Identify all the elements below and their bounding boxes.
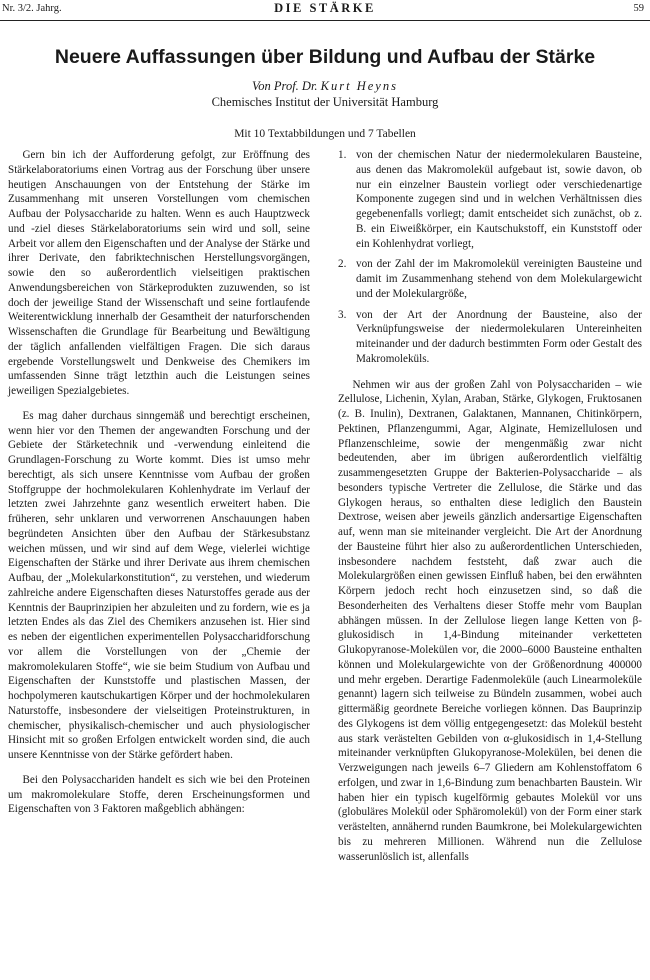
list-item xyxy=(338,257,642,301)
list-number: 2. xyxy=(338,258,347,271)
list-text: von der Zahl der im Makromolekül vereinigten Bausteine und damit im Zusammenhang stehend von dem Molekulargewicht und der Molekulargröße, xyxy=(356,258,642,300)
list-number: 3. xyxy=(338,308,347,321)
left-column xyxy=(8,148,310,827)
list-text: von der Art der Anordnung der Bausteine, also der Verknüpfungsweise der niedermolekularen Untereinheiten miteinander und der dadurch bestimmten Form oder Gestalt des Makromoleküls. xyxy=(356,308,642,365)
paragraph: Gern bin ich der Aufforderung gefolgt, zur Eröffnung des Stärkelaboratoriums einen Vortrag aus der Forschung über unsere heutigen Anschauungen von der Entstehung der Stärke im Zusammenhang mit unseren Vorstellungen vom chemischen Aufbau der Polysaccharide zu halten. Wenn es auch Hauptzweck und -ziel dieses Stärkelaboratoriums sein wird und soll, seine Arbeit vor allem den Eigenschaften und der Analyse der Stärke und ihrer Derivate, den fabriktechnischen Herstellungsvorgängen, sowie den so außerordentlich vielseitigen praktischen Anwendungsbereichen von Stärkeprodukten zuzuwenden, so ist doch der jeweilige Stand der Wissenschaft und seine fortlaufende Weiterentwicklung innerhalb der Gesamtheit der naturforschenden Wissenschaften die Grundlage für Bearbeitung und Bewältigung der täglich anfallenden vielfältigen Fragen. Die sich daraus ergebende Vorstellungswelt und Denkweise des Chemikers im umfassenden Sinne trägt letzthin auch die Leistungen seines jeweiligen Spezialgebietes. xyxy=(8,149,310,397)
figures-note: Mit 10 Textabbildungen und 7 Tabellen xyxy=(234,128,416,140)
author-institute: Chemisches Institut der Universität Hamburg xyxy=(211,95,439,109)
article-title: Neuere Auffassungen über Bildung und Aufbau der Stärke xyxy=(54,46,596,68)
page-number: 59 xyxy=(633,3,644,14)
running-head xyxy=(0,0,650,21)
list-item xyxy=(338,308,642,367)
right-column xyxy=(338,148,642,874)
paragraph: Nehmen wir aus der großen Zahl von Polysacchariden – wie Zellulose, Lichenin, Xylan, Araban, Stärke, Glykogen, Fruktosanen (z. B. Inulin), Dextranen, Galaktanen, Mannanen, Chitinkörpern, Pektinen, Pflanzengummi, Agar, Alginate, Hemizellulosen und Pflanzenschleime, sowie der mengenmäßig zwar nicht bedeutenden, aber im übrigen außerordentlich vielfältig zusammengesetzten Gruppe der Bakterien-Polysaccharide – als besonders typische Vertreter die Zellulose, die Stärke und das Glykogen heraus, so enthalten diese lediglich den Baustein Dextrose, weisen aber jeweils gänzlich andersartige Eigenschaften auf, wenn man sie miteinander vergleicht. Die Art der Anordnung der Bausteine führt hier also zu außerordentlichen Unterschieden, insbesondere nachdem feststeht, daß zwar auch die Molekulargrößen einen gewissen Einfluß haben, bei den erwähnten Körpern jedoch recht hoch einzusetzen sind, so daß die Besonderheiten des Verhaltens dieser Stoffe mehr vom Bauplan abhängen müssen. In der Zellulose liegen lange Ketten von β-glukosidisch in 1,4-Bindung miteinander verketteten Glukopyranose-Molekülen vor, die 2000–6000 Bausteine enthalten können und Molekulargewichte von der Größenordnung 400000 und mehr ergeben. Derartige Fadenmoleküle (auch Linearmoleküle genannt) lagern sich teilweise zu Bündeln zusammen, wobei auch gittermäßig geordnete Bereiche vorliegen können. Das Bauprinzip des Glykogens ist dem völlig entgegengesetzt: das Molekül besteht aus stark verästelten Gebilden von α-glukosidisch in 1,4-Stellung miteinander verknüpften Glukopyranose-Molekülen, bei denen die Verzweigungen nach jeweils 6–7 Gliedern am Kohlenstoffatom 6 erfolgen, und zwar in 1,6-Bindung zum benachbarten Baustein. Wir haben hier ein typisch kugelförmig gebautes Molekül vor uns (globuläres Molekül oder Sphäromolekül) von der Form einer stark verästelten, annähernd runden Baumkrone, bei Molekulargewichten bis zu mehreren Millionen. Während nun die Zellulose wasserunlöslich ist, allenfalls xyxy=(338,378,642,863)
author-line xyxy=(0,79,650,94)
title-block xyxy=(0,46,650,140)
list-item xyxy=(338,148,642,251)
paragraph: Bei den Polysacchariden handelt es sich wie bei den Proteinen um makromolekulare Stoffe, deren Erscheinungsformen und Eigenschaften von 3 Faktoren maßgeblich abhängen: xyxy=(8,773,310,816)
author-name: Kurt Heyns xyxy=(320,79,398,93)
author-prefix: Von Prof. Dr. xyxy=(252,79,318,93)
issue-label: Nr. 3/2. Jahrg. xyxy=(2,3,62,14)
list-number: 1. xyxy=(338,149,347,161)
paragraph: Es mag daher durchaus sinngemäß und berechtigt erscheinen, wenn hier vor den Themen der angewandten Forschung und der Gebiete der Stärketechnik und -verwendung einleitend die Grundlagen-Forschung zu Worte kommt. Dies ist umso mehr berechtigt, als sich unsere Kenntnisse vom Aufbau der großen Stoffgruppe der hochmolekularen Kohlenhydrate im Verlauf der letzten zwei Jahrzehnte ganz wesentlich erweitert haben. Die früheren, sehr unklaren und verworrenen Anschauungen haben begründeten Ansichten über den Aufbau der Stärkesubstanz weichen müssen, und wir sind auf dem Wege, vielerlei wichtige Eigenschaften der Stärke und ihrer Derivate aus ihrem chemischen Aufbau, der „Molekularkonstitution“, zu verstehen, und wiederum zahlreiche andere Eigenschaften dieses Naturstoffes gerade aus der Kenntnis der Bauprinzipien her abzuleiten und zu fordern, wie es ja letzten Endes als das Ziel des Chemikers anzusehen ist. Hier sind es neben der eigentlichen experimentellen Polysaccharidforschung vor allem die Vorstellungen von der „Chemie der makromolekularen Stoffe“, wie sie beim Studium von Aufbau und Eigenschaften der Kunststoffe und plastischen Massen, der hochpolymeren kautschukartigen Körper und der hochmolekularen Naturstoffe, insbesondere der vielseitigen Proteinstrukturen, in chemischer, physikalisch-chemischer und auch physiologischer Hinsicht mit so großen Erfolgen entwickelt worden sind, die auch unsere Kenntnisse von der Stärke gefördert haben. xyxy=(8,409,310,761)
journal-name: DIE STÄRKE xyxy=(274,1,376,15)
list-text: von der chemischen Natur der niedermolekularen Bausteine, aus denen das Makromolekül aufgebaut ist, sowie davon, ob nur ein einzelner Baustein vorliegt oder verschiedenartige Komponente zugegen sind und in welchen Verhältnissen dies gegebenenfalls vorliegt; damit entscheidet sich zunächst, ob z. B. ein Eiweißkörper, ein Kautschukstoff, ein Kunststoff oder ein Kohlenhydrat vorliegt, xyxy=(356,149,642,250)
